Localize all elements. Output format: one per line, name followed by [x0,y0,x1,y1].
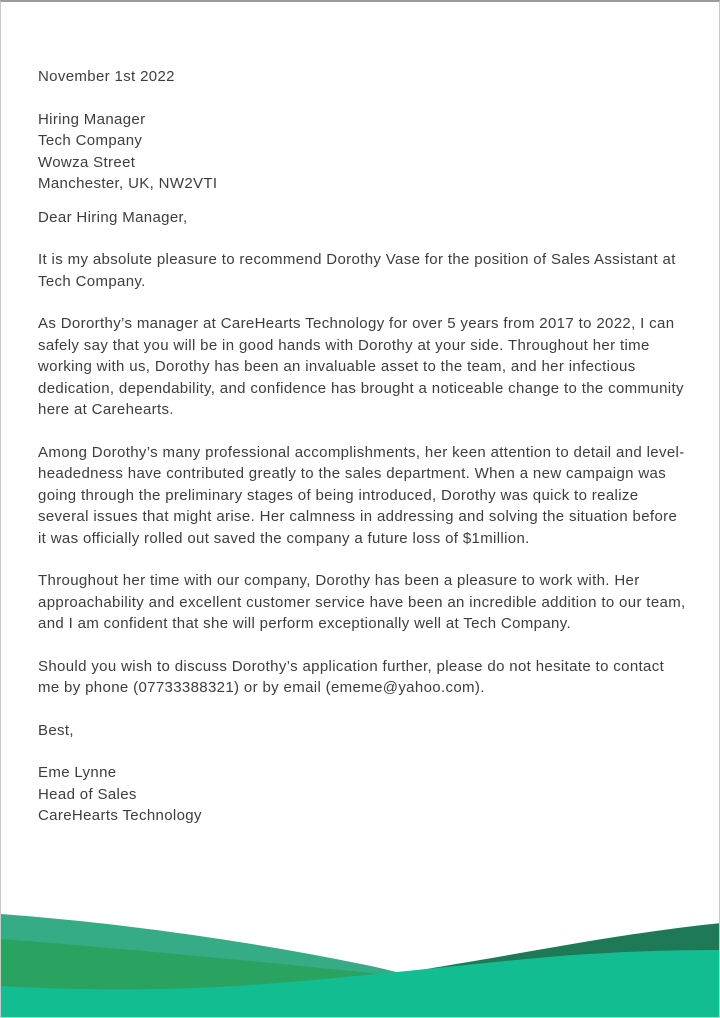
recipient-name: Hiring Manager [38,110,146,128]
signature-company: CareHearts Technology [38,807,202,824]
body-paragraph-4: Throughout her time with our company, Dorothy has been a pleasure to work with. Her approachability and excellent customer service have been an incredible addition to our team, and I am confident that she will perform exceptionally well at Tech Company. [38,572,686,632]
recipient-company: Tech Company [38,132,143,149]
body-paragraph-1: It is my absolute pleasure to recommend Dorothy Vase for the position of Sales Assistant at Tech Company. [38,251,676,290]
signature-name: Eme Lynne [38,764,117,781]
recipient-street: Wowza Street [38,153,136,171]
letter-content [38,66,686,848]
decorative-wave-footer [1,887,720,1017]
body-paragraph-2: As Dororthy’s manager at CareHearts Technology for over 5 years from 2017 to 2022, I can safely say that you will be in good hands with Dorothy at your side. Throughout her time working with us, Dorothy has been an invaluable asset to the team, and her infectious dedication, dependability, and confidence has brought a noticeable change to the community here at Carehearts. [38,315,684,418]
signature-block [38,762,686,827]
signature-title: Head of Sales [38,785,137,803]
letter-date: November 1st 2022 [38,68,175,85]
salutation: Dear Hiring Manager, [38,208,188,226]
closing: Best, [38,721,74,739]
recipient-city: Manchester, UK, NW2VTI [38,175,218,192]
body-paragraph-3: Among Dorothy’s many professional accomplishments, her keen attention to detail and level-headedness have contributed greatly to the sales department. When a new campaign was going through the preliminary stages of being introduced, Dorothy was quick to realize several issues that might arise. Her calmness in addressing and solving the situation before it was officially rolled out saved the company a future loss of $1million. [38,443,685,547]
body-paragraph-5: Should you wish to discuss Dorothy’s application further, please do not hesitate to contact me by phone (07733388321) or by email (ememe@yahoo.com). [38,657,665,696]
recipient-address [38,109,686,195]
